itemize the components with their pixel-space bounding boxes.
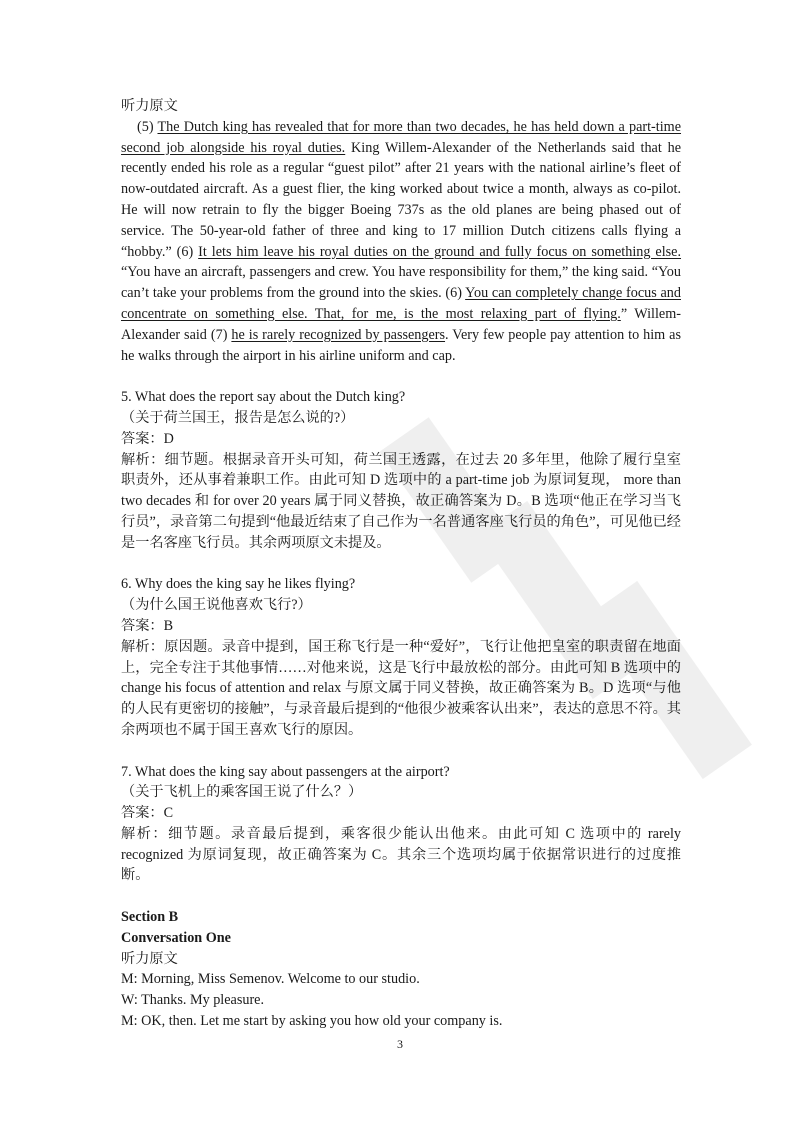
underlined-segment: he is rarely recognized by passengers [231,326,446,343]
passage-segment: (5) [137,118,158,135]
passage-segment: . Very few people pay attention to him as he walks through the airport in his airline uniform and cap. [121,326,682,364]
passage-segment: ” Willem-Alexander said (7) [121,305,681,343]
underlined-segment: It lets him leave his royal duties on the ground and fully focus on something else. [198,243,682,260]
dialogue-line: M: OK, then. Let me start by asking you how old your company is. [121,1013,503,1030]
conversation-title: Conversation One [121,929,231,946]
analysis-text: 解析：原因题。录音中提到，国王称飞行是一种“爱好”，飞行让他把皇室的职责留在地面上，完全专注于其他事情……对他来说，这是飞行中最放松的部分。由此可知 B 选项中的 change his focus of attention and relax 与原文属于同义替换，故正确答案为 B。D 选项“与他的人民有更密切的接触”，与录音最后提到的“他很少被乘客认出来”，表达的意思不符。其余两项也不属于国王喜欢飞行的原因。 [121,638,681,738]
page-content [121,96,681,1032]
question-translation: （为什么国王说他喜欢飞行?） [121,597,312,614]
question-translation: （关于飞机上的乘客国王说了什么？） [121,784,363,801]
underlined-segment: You can completely change focus and concentrate on something else. That, for me, is the most relaxing part of flying. [121,285,681,322]
transcript-passage [121,117,681,367]
question-block [121,387,681,553]
question-text: 5. What does the report say about the Dutch king? [121,389,406,406]
answer-text: 答案：B [121,617,174,634]
question-translation: （关于荷兰国王，报告是怎么说的?） [121,409,355,426]
passage-segment: King Willem-Alexander of the Netherlands said that he recently ended his role as a regular “guest pilot” after 21 years with the national airline’s fleet of now-outdated aircraft. As a guest flier, the king worked about twice a month, always as co-pilot. He will now retrain to fly the bigger Boeing 737s as the old planes are being phased out of service. The 50-year-old father of three and king to 17 million Dutch citizens calls flying a “hobby.” (6) [121,139,682,260]
analysis-text: 解析：细节题。根据录音开头可知，荷兰国王透露，在过去 20 多年里，他除了履行皇室职责外，还从事着兼职工作。由此可知 D 选项中的 a part-time job 为原词复现， more than two decades 和 for over 20 years 属于同义替换，故正确答案为 D。B 选项“他正在学习当飞行员”，录音第二句提到“他最近结束了自己作为一名普通客座飞行员的角色”，可见他已经是一名客座飞行员。其余两项原文未提及。 [121,451,681,551]
underlined-segment: The Dutch king has revealed that for more than two decades, he has held down a part-time second job alongside his royal duties. [121,118,682,156]
transcript-heading: 听力原文 [121,950,178,967]
section-title: Section B [121,909,179,926]
dialogue-line: M: Morning, Miss Semenov. Welcome to our studio. [121,971,420,988]
passage-segment: “You have an aircraft, passengers and crew. You have responsibility for them,” the king said. “You can’t take your problems from the ground into the skies. (6) [121,264,681,302]
question-block [121,574,681,740]
question-text: 6. Why does the king say he likes flying? [121,576,356,593]
dialogue-line: W: Thanks. My pleasure. [121,992,265,1009]
transcript-heading: 听力原文 [121,98,178,114]
page-number: 3 [397,1037,403,1051]
question-text: 7. What does the king say about passengers at the airport? [121,763,450,780]
answer-text: 答案：C [121,805,174,822]
answer-text: 答案：D [121,430,174,447]
analysis-text: 解析：细节题。录音最后提到，乘客很少能认出他来。由此可知 C 选项中的 rarely recognized 为原词复现，故正确答案为 C。其余三个选项均属于依据常识进行的过度推断。 [121,825,681,884]
question-block [121,762,681,887]
